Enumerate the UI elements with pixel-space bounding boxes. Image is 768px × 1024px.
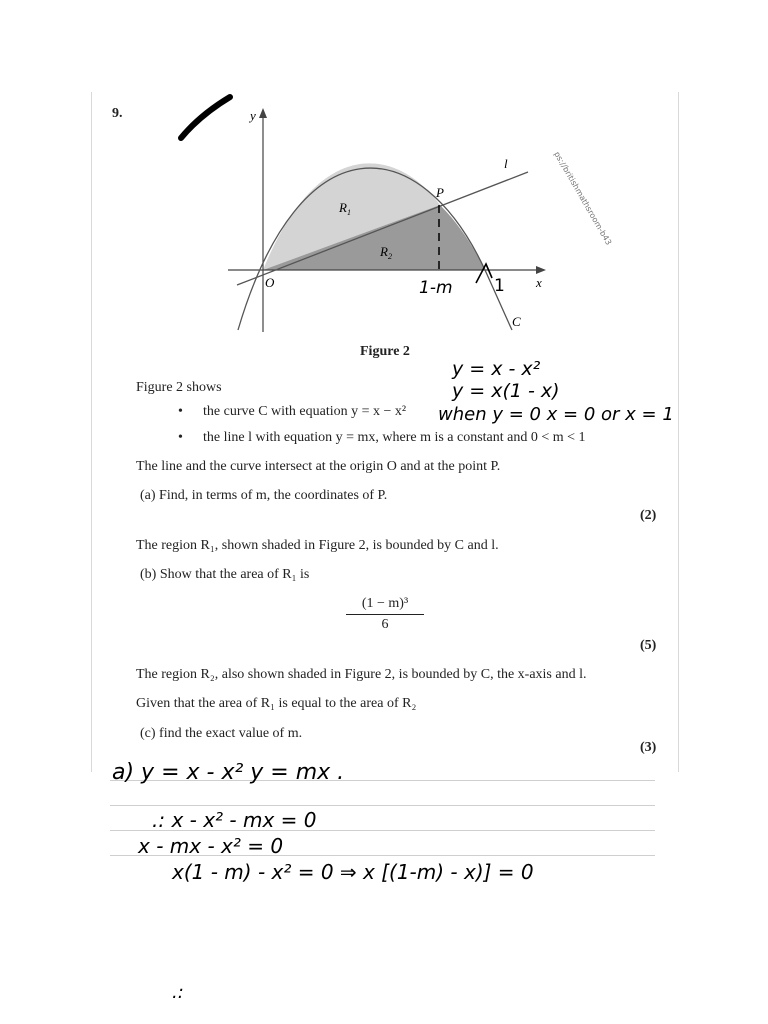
handwritten-1: 1 bbox=[494, 276, 505, 296]
point-p-label: P bbox=[436, 185, 444, 200]
intro-text: Figure 2 shows bbox=[136, 380, 222, 395]
bullet-curve-text: the curve C with equation y = x − x² bbox=[203, 404, 407, 419]
part-b-text: (b) Show that the area of R₁ is bbox=[140, 567, 310, 582]
part-a-text: (a) Find, in terms of m, the coordinates of P. bbox=[140, 488, 388, 503]
r2-description: The region R₂, also shown shaded in Figure 2, is bounded by C, the x-axis and l. bbox=[136, 667, 587, 682]
pen-stroke-mark bbox=[181, 97, 230, 138]
region-r2-label: $R_2$ bbox=[380, 244, 392, 261]
handwritten-side-line-1: y = x - x² bbox=[452, 358, 541, 380]
handwritten-1-minus-m: 1-m bbox=[419, 278, 453, 298]
marks-b: (5) bbox=[640, 638, 657, 653]
line-l-label: l bbox=[504, 156, 508, 171]
intersect-text: The line and the curve intersect at the origin O and at the point P. bbox=[136, 459, 501, 474]
region-r1-label: $R_1$ bbox=[339, 200, 351, 217]
figure-caption: Figure 2 bbox=[360, 344, 410, 359]
handwritten-answer-a: a) y = x - x² y = mx . bbox=[112, 760, 345, 785]
handwritten-side-line-2: y = x(1 - x) bbox=[452, 380, 560, 402]
marks-a: (2) bbox=[640, 508, 657, 523]
given-text: Given that the area of R₁ is equal to the area of R₂ bbox=[136, 696, 417, 711]
handwritten-therefore-dots: .: bbox=[172, 982, 184, 1003]
ruled-line-2 bbox=[110, 805, 655, 806]
fraction-numerator: (1 − m)³ bbox=[361, 596, 409, 611]
bullet-dot-2: • bbox=[178, 430, 183, 445]
handwritten-side-line-3: when y = 0 x = 0 or x = 1 bbox=[438, 404, 674, 425]
y-axis-label: y bbox=[250, 108, 256, 123]
bullet-line-text: the line l with equation y = mx, where m is a constant and 0 < m < 1 bbox=[203, 430, 586, 445]
curve-c-label: C bbox=[512, 314, 521, 329]
marks-c: (3) bbox=[640, 740, 657, 755]
x-axis-arrow bbox=[536, 266, 546, 274]
watermark-url: ps://britishmathsroom-b43 bbox=[552, 150, 614, 247]
fraction-denominator: 6 bbox=[381, 617, 389, 632]
part-c-text: (c) find the exact value of m. bbox=[140, 726, 303, 741]
handwritten-working-1: .: x - x² - mx = 0 bbox=[152, 808, 317, 832]
figure-2-graph bbox=[0, 0, 768, 400]
question-number: 9. bbox=[112, 106, 123, 121]
handwritten-working-2: x - mx - x² = 0 bbox=[138, 834, 284, 858]
x-axis-label: x bbox=[536, 275, 542, 290]
area-fraction bbox=[340, 596, 430, 633]
origin-label: O bbox=[265, 275, 275, 290]
bullet-dot-1: • bbox=[178, 404, 183, 419]
handwritten-working-3: x(1 - m) - x² = 0 ⇒ x [(1-m) - x)] = 0 bbox=[172, 860, 534, 884]
y-axis-arrow bbox=[259, 108, 267, 118]
r1-description: The region R₁, shown shaded in Figure 2, is bounded by C and l. bbox=[136, 538, 499, 553]
